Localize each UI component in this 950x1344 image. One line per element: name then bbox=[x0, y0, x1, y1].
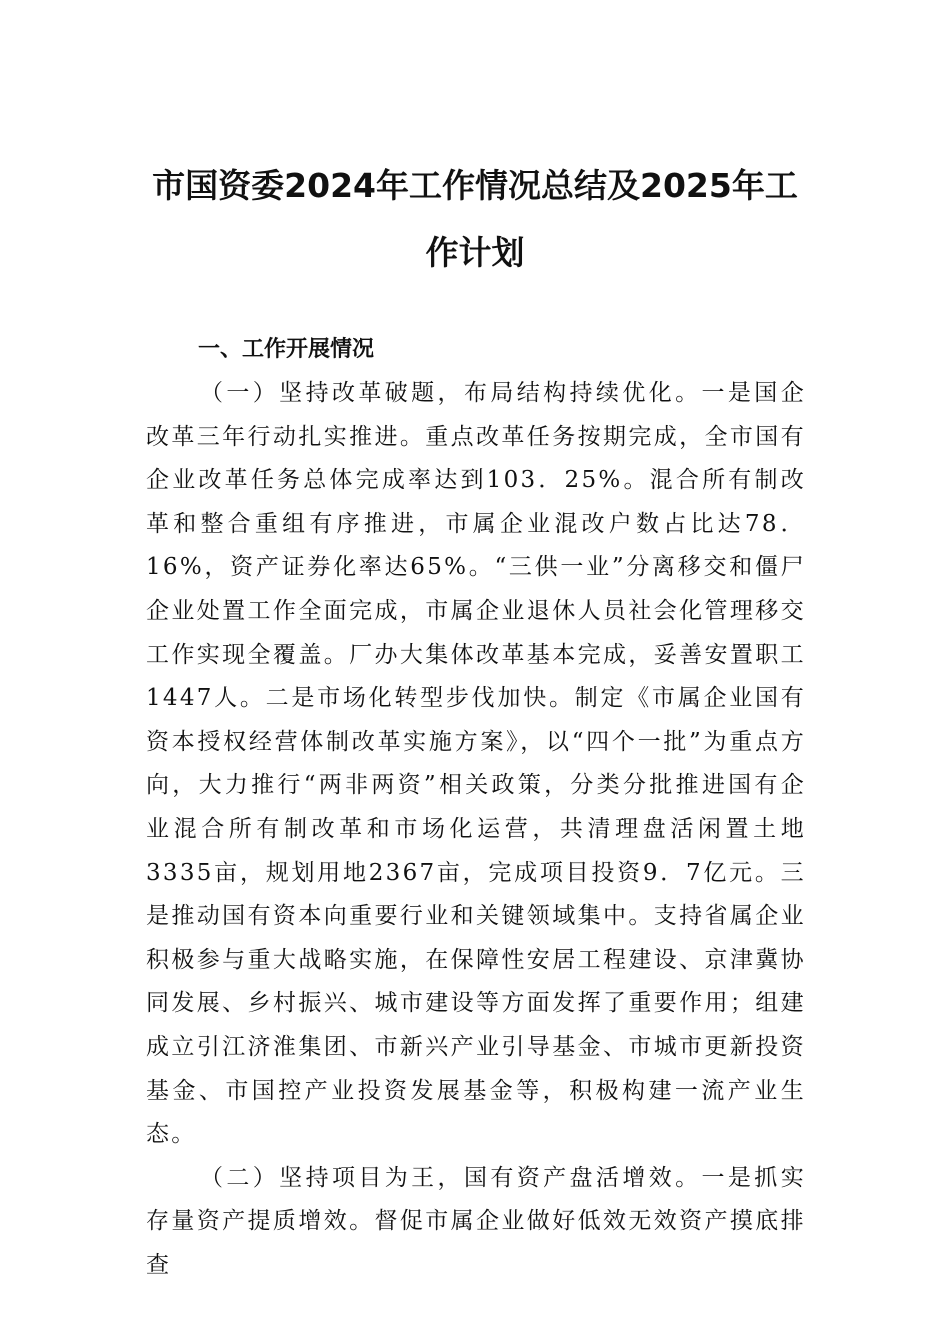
section-heading: 一、工作开展情况 bbox=[198, 337, 375, 362]
document-title: 市国资委2024年工作情况总结及2025年工作计划 bbox=[152, 166, 798, 272]
paragraph-2: （二）坚持项目为王，国有资产盘活增效。一是抓实存量资产提质增效。督促市属企业做好低效无效资产摸底排查 bbox=[146, 1164, 806, 1278]
paragraph-1: （一）坚持改革破题，布局结构持续优化。一是国企改革三年行动扎实推进。重点改革任务按期完成，全市国有企业改革任务总体完成率达到103．25%。混合所有制改革和整合重组有序推进，市属企业混改户数占比达78．16%，资产证券化率达65%。“三供一业”分离移交和僵尸企业处置工作全面完成，市属企业退休人员社会化管理移交工作实现全覆盖。厂办大集体改革基本完成，妥善安置职工1447人。二是市场化转型步伐加快。制定《市属企业国有资本授权经营体制改革实施方案》，以“四个一批”为重点方向，大力推行“两非两资”相关政策，分类分批推进国有企业混合所有制改革和市场化运营，共清理盘活闲置土地3335亩，规划用地2367亩，完成项目投资9．7亿元。三是推动国有资本向重要行业和关键领域集中。支持省属企业积极参与重大战略实施，在保障性安居工程建设、京津冀协同发展、乡村振兴、城市建设等方面发挥了重要作用；组建成立引江济淮集团、市新兴产业引导基金、市城市更新投资基金、市国控产业投资发展基金等，积极构建一流产业生态。 bbox=[146, 380, 806, 1148]
document-body bbox=[146, 328, 806, 1287]
